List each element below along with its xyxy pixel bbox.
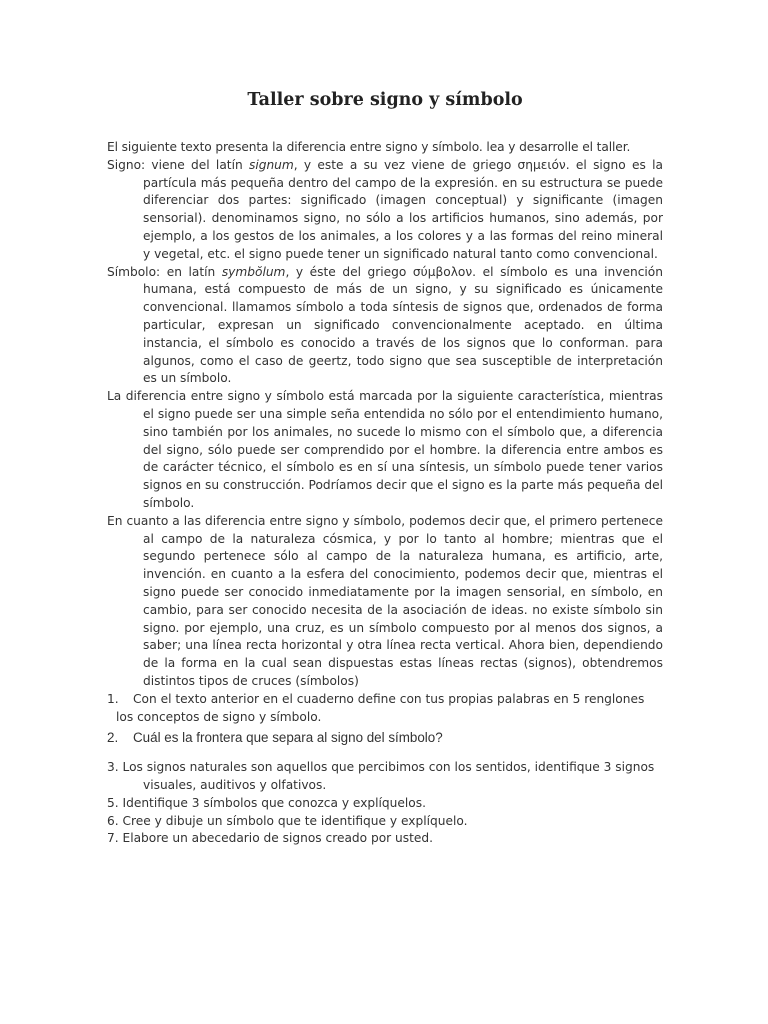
question-2-text: Cuál es la frontera que separa al signo del símbolo? [133, 730, 443, 746]
question-1-number: 1. [107, 691, 119, 706]
signo-lead: Signo: viene del latín [107, 157, 249, 172]
diferencia-paragraph: La diferencia entre signo y símbolo está marcada por la siguiente característica, mientras el signo puede ser una simple seña entendida no sólo por el entendimiento humano, sino también por los animales, no sucede lo mismo con el símbolo que, a diferencia del signo, sólo puede ser comprendido por el hombre. la diferencia entre ambos es de carácter técnico, el símbolo es en sí una síntesis, un símbolo puede tener varios signos en su construcción. Podríamos decir que el signo es la parte más pequeña del símbolo. [107, 389, 663, 510]
simbolo-text: , y éste del griego σύμβολον. el símbolo es una invención humana, está compuesto de más de un signo, y su significado es únicamente convencional. llamamos símbolo a toda síntesis de signos que, ordenados de forma particular, expresan un significado convencionalmente aceptado. en última instancia, el símbolo es conocido a través de los signos que lo conforman. para algunos, como el caso de geertz, todo signo que sea susceptible de interpretación es un símbolo. [143, 264, 663, 386]
question-7: 7. Elabore un abecedario de signos creado por usted. [107, 831, 434, 846]
question-3: 3. Los signos naturales son aquellos que percibimos con los sentidos, identifique 3 signos visuales, auditivos y olfativos. [107, 760, 655, 793]
question-6: 6. Cree y dibuje un símbolo que te identifique y explíquelo. [107, 813, 468, 828]
question-list [107, 759, 663, 848]
document-body [107, 139, 663, 848]
signo-latin-term: signum [248, 157, 294, 172]
question-1-continuation: los conceptos de signo y símbolo. [116, 709, 322, 724]
simbolo-paragraph [107, 264, 663, 389]
intro-paragraph: El siguiente texto presenta la diferencia entre signo y símbolo. lea y desarrolle el taller. [107, 140, 631, 154]
question-2 [107, 729, 663, 747]
en-cuanto-paragraph: En cuanto a las diferencia entre signo y símbolo, podemos decir que, el primero pertenece al campo de la naturaleza cósmica, y por lo tanto al hombre; mientras que el segundo pertenece sólo al campo de la naturaleza humana, es artificio, arte, invención. en cuanto a la esfera del conocimiento, podemos decir que, mientras el signo puede ser conocido inmediatamente por la imagen sensorial, en símbolo, en cambio, para ser conocido necesita de la asociación de ideas. no existe símbolo sin signo. por ejemplo, una cruz, es un símbolo compuesto por al menos dos signos, a saber; una línea recta horizontal y otra línea recta vertical. Ahora bien, dependiendo de la forma en la cual sean dispuestas estas líneas rectas (signos), obtendremos distintos tipos de cruces (símbolos) [107, 513, 663, 688]
question-1 [107, 691, 663, 709]
question-1-text: Con el texto anterior en el cuaderno define con tus propias palabras en 5 renglones [133, 691, 645, 706]
simbolo-lead: Símbolo: en latín [107, 264, 222, 279]
signo-paragraph [107, 157, 663, 264]
question-2-number: 2. [107, 730, 119, 746]
simbolo-latin-term: symbŏlum [221, 264, 286, 279]
signo-text: , y este a su vez viene de griego σημειόν. el signo es la partícula más pequeña dentro del campo de la expresión. en su estructura se puede diferenciar dos partes: significado (imagen conceptual) y significante (imagen sensorial). denominamos signo, no sólo a los artificios humanos, sino además, por ejemplo, a los gestos de los animales, a los colores y a las formas del reino mineral y vegetal, etc. el signo puede tener un significado natural tanto como convencional. [143, 157, 663, 261]
document-title: Taller sobre signo y símbolo [247, 90, 523, 110]
question-5: 5. Identifique 3 símbolos que conozca y explíquelos. [107, 795, 426, 810]
